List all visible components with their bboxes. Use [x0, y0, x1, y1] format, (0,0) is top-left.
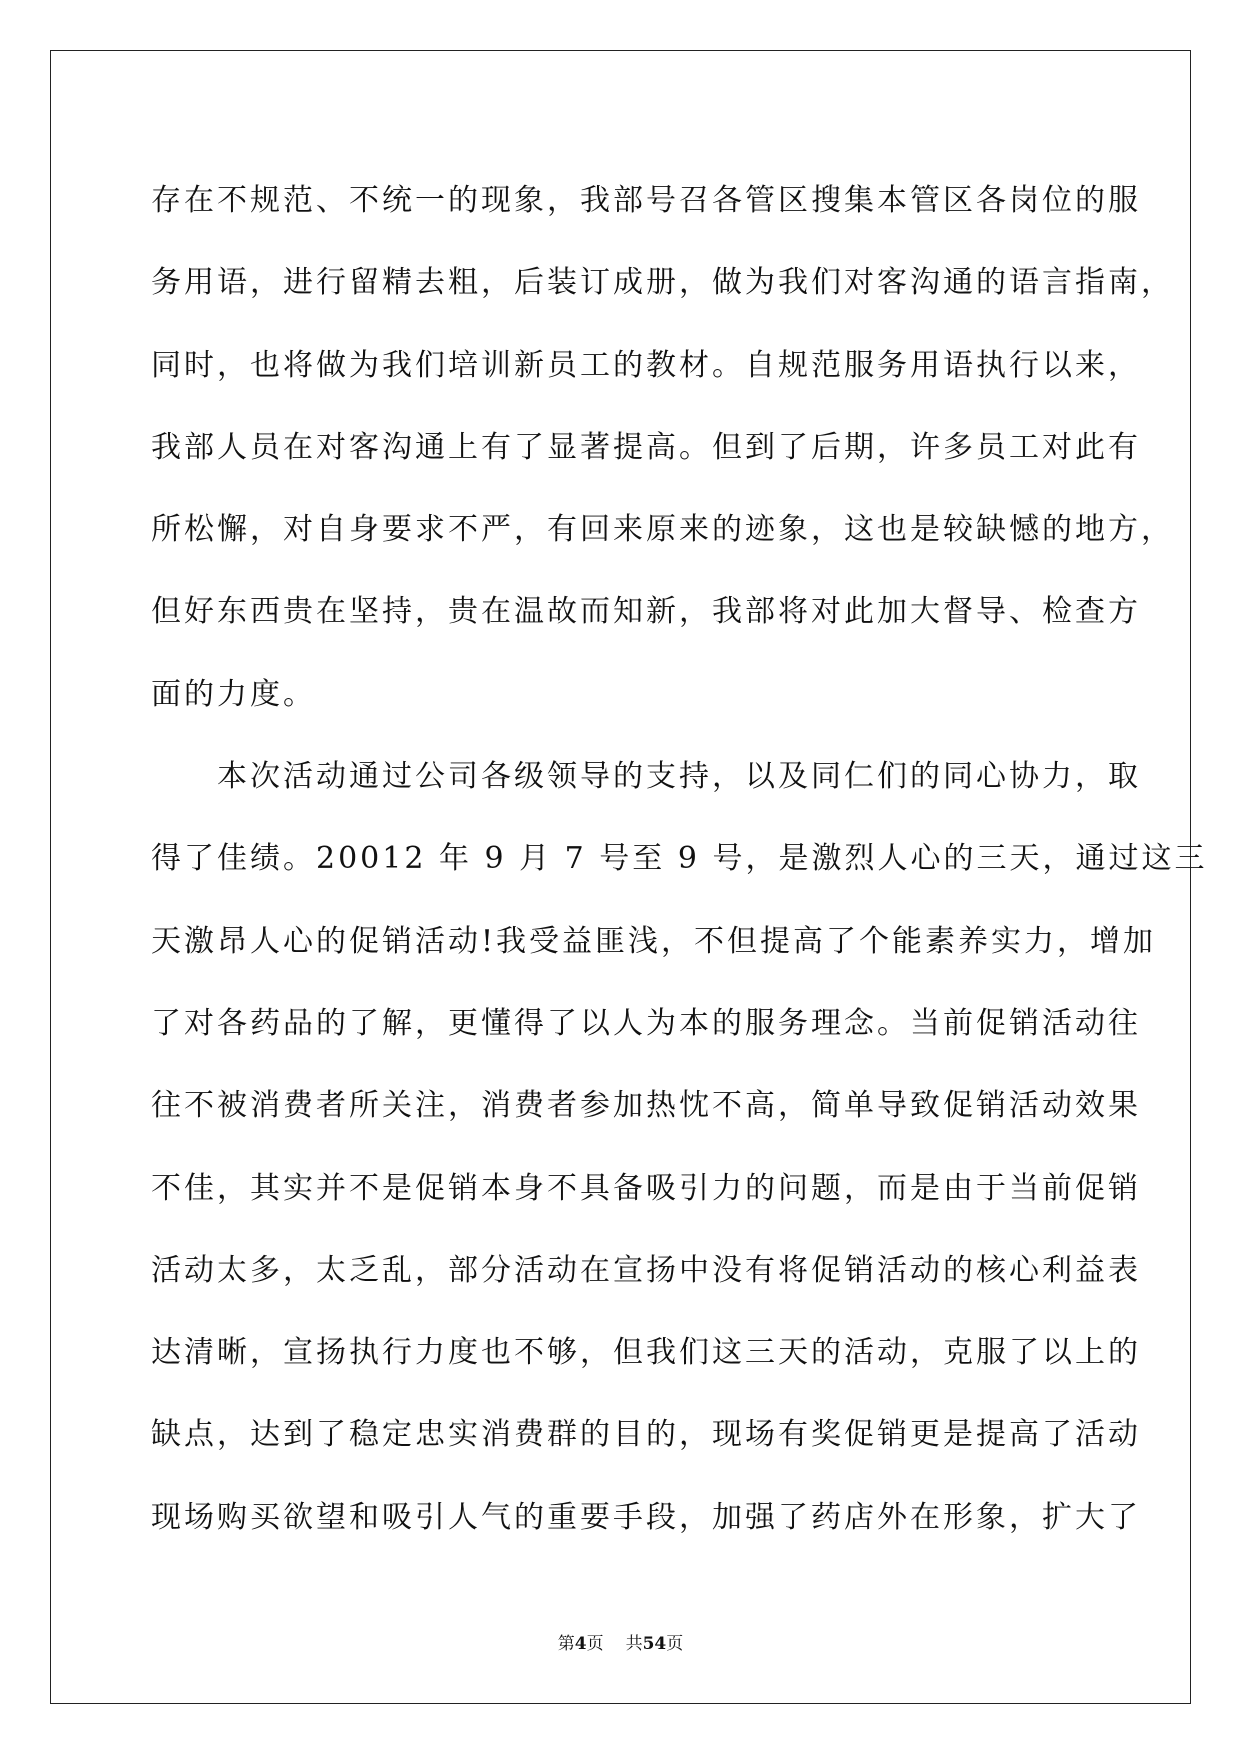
text-line: 活动太多，太乏乱，部分活动在宣扬中没有将促销活动的核心利益表 — [151, 1252, 1141, 1288]
footer-total-prefix: 共 — [625, 1634, 643, 1654]
paragraph-1 — [151, 160, 1174, 736]
text-line: 本次活动通过公司各级领导的支持，以及同仁们的同心协力，取 — [217, 759, 1141, 795]
footer-total-unit: 页 — [666, 1634, 684, 1654]
text-line: 得了佳绩。20012 年 9 月 7 号至 9 号，是激烈人心的三天，通过这三 — [151, 841, 1208, 877]
current-page-number: 4 — [574, 1634, 587, 1654]
text-line: 不佳，其实并不是促销本身不具备吸引力的问题，而是由于当前促销 — [151, 1170, 1141, 1206]
total-page-count: 54 — [642, 1634, 667, 1654]
text-line: 务用语，进行留精去粗，后装订成册，做为我们对客沟通的语言指南， — [151, 265, 1174, 301]
text-line: 达清晰，宣扬执行力度也不够，但我们这三天的活动，克服了以上的 — [151, 1335, 1141, 1371]
text-line: 往不被消费者所关注，消费者参加热忱不高，简单导致促销活动效果 — [151, 1088, 1141, 1124]
text-line: 同时，也将做为我们培训新员工的教材。自规范服务用语执行以来， — [151, 347, 1141, 383]
footer-page-unit: 页 — [586, 1634, 604, 1654]
text-line: 面的力度。 — [151, 676, 316, 712]
document-body — [151, 160, 1208, 1559]
text-line: 了对各药品的了解，更懂得了以人为本的服务理念。当前促销活动往 — [151, 1005, 1141, 1041]
text-line: 所松懈，对自身要求不严，有回来原来的迹象，这也是较缺憾的地方， — [151, 512, 1174, 548]
text-line: 存在不规范、不统一的现象，我部号召各管区搜集本管区各岗位的服 — [151, 183, 1141, 218]
text-line: 天激昂人心的促销活动!我受益匪浅，不但提高了个能素养实力，增加 — [151, 923, 1157, 959]
text-line: 但好东西贵在坚持，贵在温故而知新，我部将对此加大督导、检查方 — [151, 594, 1141, 630]
page-footer — [0, 1634, 1241, 1654]
text-line: 缺点，达到了稳定忠实消费群的目的，现场有奖促销更是提高了活动 — [151, 1417, 1141, 1453]
text-line: 现场购买欲望和吸引人气的重要手段，加强了药店外在形象，扩大了 — [151, 1499, 1141, 1535]
paragraph-2 — [151, 736, 1208, 1559]
footer-prefix: 第 — [557, 1634, 575, 1654]
text-line: 我部人员在对客沟通上有了显著提高。但到了后期，许多员工对此有 — [151, 429, 1141, 465]
